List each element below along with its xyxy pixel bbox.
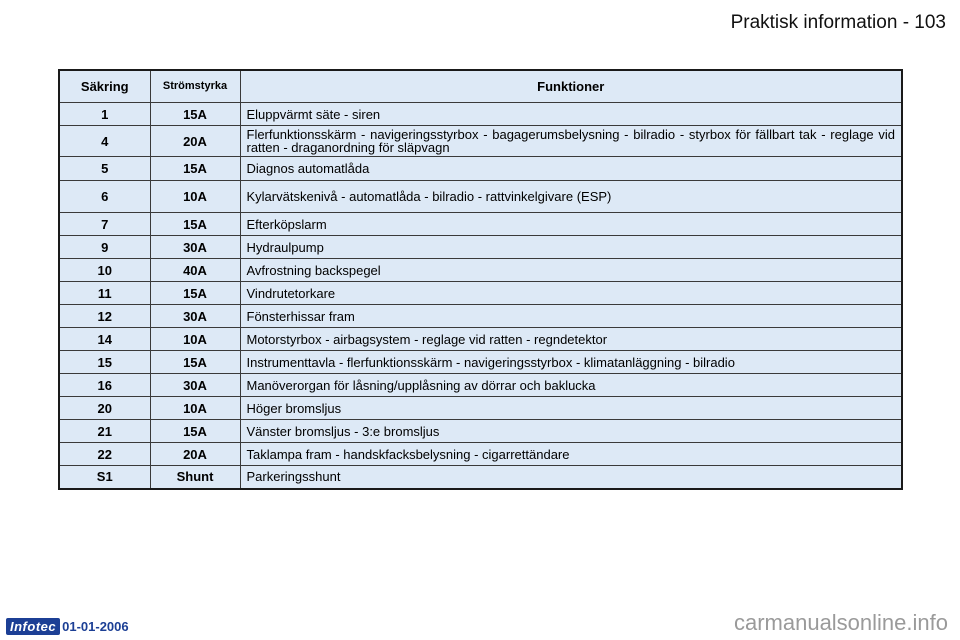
fuse-number: 1 <box>59 103 150 126</box>
table-row <box>59 181 902 213</box>
fuse-number: S1 <box>59 466 150 489</box>
table-row <box>59 305 902 328</box>
table-row <box>59 157 902 181</box>
table-row <box>59 466 902 489</box>
amperage: 30A <box>150 236 240 259</box>
table-row <box>59 397 902 420</box>
function-text: Vänster bromsljus - 3:e bromsljus <box>240 420 902 443</box>
function-text: Manöverorgan för låsning/upplåsning av dörrar och baklucka <box>240 374 902 397</box>
function-text: Diagnos automatlåda <box>240 157 902 181</box>
fuse-number: 9 <box>59 236 150 259</box>
amperage: 15A <box>150 103 240 126</box>
fuse-number: 20 <box>59 397 150 420</box>
table-row <box>59 259 902 282</box>
table-row <box>59 374 902 397</box>
amperage: 15A <box>150 282 240 305</box>
fuse-number: 10 <box>59 259 150 282</box>
function-text: Instrumenttavla - flerfunktionsskärm - navigeringsstyrbox - klimatanläggning - bilradio <box>240 351 902 374</box>
footer <box>6 617 129 635</box>
function-text: Fönsterhissar fram <box>240 305 902 328</box>
amperage: 15A <box>150 157 240 181</box>
table-row <box>59 103 902 126</box>
column-header-amperage: Strömstyrka <box>150 70 240 103</box>
fuse-number: 22 <box>59 443 150 466</box>
table-row <box>59 282 902 305</box>
function-text: Vindrutetorkare <box>240 282 902 305</box>
amperage: 20A <box>150 443 240 466</box>
amperage: Shunt <box>150 466 240 489</box>
function-text: Hydraulpump <box>240 236 902 259</box>
fuse-number: 21 <box>59 420 150 443</box>
table-row <box>59 351 902 374</box>
fuse-number: 12 <box>59 305 150 328</box>
fuse-number: 7 <box>59 213 150 236</box>
function-text: Taklampa fram - handskfacksbelysning - cigarrettändare <box>240 443 902 466</box>
fuse-number: 6 <box>59 181 150 213</box>
amperage: 10A <box>150 181 240 213</box>
function-text: Parkeringsshunt <box>240 466 902 489</box>
amperage: 15A <box>150 213 240 236</box>
table-row <box>59 328 902 351</box>
fuse-number: 14 <box>59 328 150 351</box>
fuse-number: 5 <box>59 157 150 181</box>
function-text: Motorstyrbox - airbagsystem - reglage vid ratten - regndetektor <box>240 328 902 351</box>
fuse-number: 4 <box>59 126 150 157</box>
function-text: Höger bromsljus <box>240 397 902 420</box>
table-row <box>59 213 902 236</box>
footer-date: 01-01-2006 <box>62 618 129 634</box>
table-row <box>59 420 902 443</box>
amperage: 15A <box>150 420 240 443</box>
amperage: 15A <box>150 351 240 374</box>
amperage: 40A <box>150 259 240 282</box>
function-text: Kylarvätskenivå - automatlåda - bilradio - rattvinkelgivare (ESP) <box>240 181 902 213</box>
fuse-number: 16 <box>59 374 150 397</box>
table-row <box>59 236 902 259</box>
amperage: 30A <box>150 305 240 328</box>
column-header-functions: Funktioner <box>240 70 902 103</box>
table-row <box>59 443 902 466</box>
amperage: 10A <box>150 328 240 351</box>
function-text: Avfrostning backspegel <box>240 259 902 282</box>
watermark: carmanualsonline.info <box>733 610 948 635</box>
fuse-number: 15 <box>59 351 150 374</box>
function-text: Efterköpslarm <box>240 213 902 236</box>
fuse-table <box>58 69 903 490</box>
amperage: 10A <box>150 397 240 420</box>
column-header-fuse: Säkring <box>59 70 150 103</box>
amperage: 30A <box>150 374 240 397</box>
infotec-logo: Infotec <box>6 618 60 635</box>
function-text: Eluppvärmt säte - siren <box>240 103 902 126</box>
table-header-row <box>59 70 902 103</box>
fuse-number: 11 <box>59 282 150 305</box>
page-title: Praktisk information - 103 <box>730 12 946 33</box>
table-row <box>59 126 902 157</box>
function-text: Flerfunktionsskärm - navigeringsstyrbox - bagagerumsbelysning - bilradio - styrbox för fällbart tak - reglage vid ratten - draganordning för släpvagn <box>240 126 902 157</box>
amperage: 20A <box>150 126 240 157</box>
